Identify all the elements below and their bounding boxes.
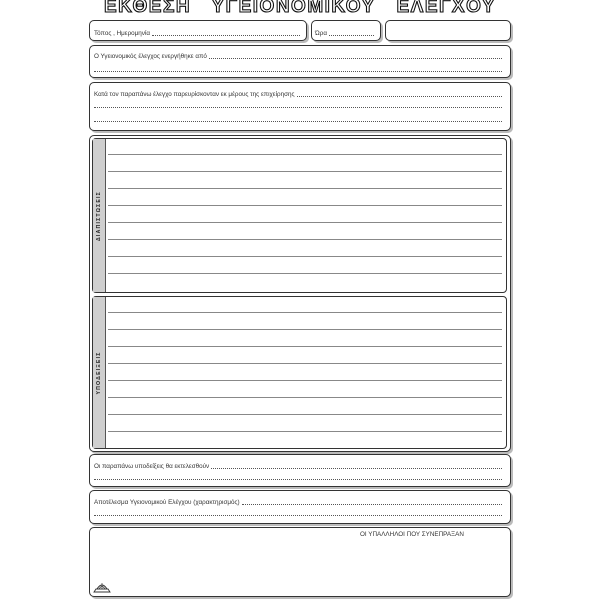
notes-container bbox=[89, 135, 511, 452]
place-date-label: Τόπος , Ημερομηνία bbox=[94, 30, 150, 37]
officials-label: ΟΙ ΥΠΑΛΛΗΛΟΙ ΠΟΥ ΣΥΝΕΠΡΑΞΑΝ bbox=[360, 531, 464, 538]
inspection-by-field[interactable] bbox=[89, 45, 511, 78]
extra-field[interactable] bbox=[385, 20, 511, 41]
emblem-icon bbox=[92, 580, 112, 594]
execution-label: Οι παραπάνω υποδείξεις θα εκτελεσθούν bbox=[94, 463, 210, 470]
findings-label: ΔΙΑΠΙΣΤΩΣΕΙΣ bbox=[96, 190, 102, 241]
execution-field[interactable] bbox=[89, 454, 511, 487]
findings-sidebar bbox=[93, 139, 106, 292]
suggestions-label: ΥΠΟΔΕΙΞΕΙΣ bbox=[96, 350, 102, 395]
page-title: ΕΚΘΕΣΗ ΥΓΕΙΟΝΟΜΙΚΟΥ ΕΛΕΓΧΟΥ bbox=[103, 0, 497, 17]
present-label: Κατά τον παραπάνω έλεγχο παρευρίσκονταν εκ μέρους της επιχείρησης bbox=[94, 91, 295, 98]
officials-box[interactable] bbox=[89, 527, 511, 597]
result-label: Αποτέλεσμα Υγειονομικού Ελέγχου (χαρακτηρισμός) bbox=[94, 499, 240, 506]
time-label: Ώρα bbox=[315, 30, 327, 37]
suggestions-section[interactable] bbox=[92, 296, 507, 449]
suggestions-sidebar bbox=[93, 297, 106, 448]
present-field[interactable] bbox=[89, 82, 511, 131]
place-date-field[interactable] bbox=[89, 20, 307, 41]
findings-section[interactable] bbox=[92, 138, 507, 293]
inspection-by-label: Ο Υγειονομικός έλεγχος ενεργήθηκε από bbox=[94, 53, 207, 60]
time-field[interactable] bbox=[311, 20, 381, 41]
result-field[interactable] bbox=[89, 490, 511, 524]
